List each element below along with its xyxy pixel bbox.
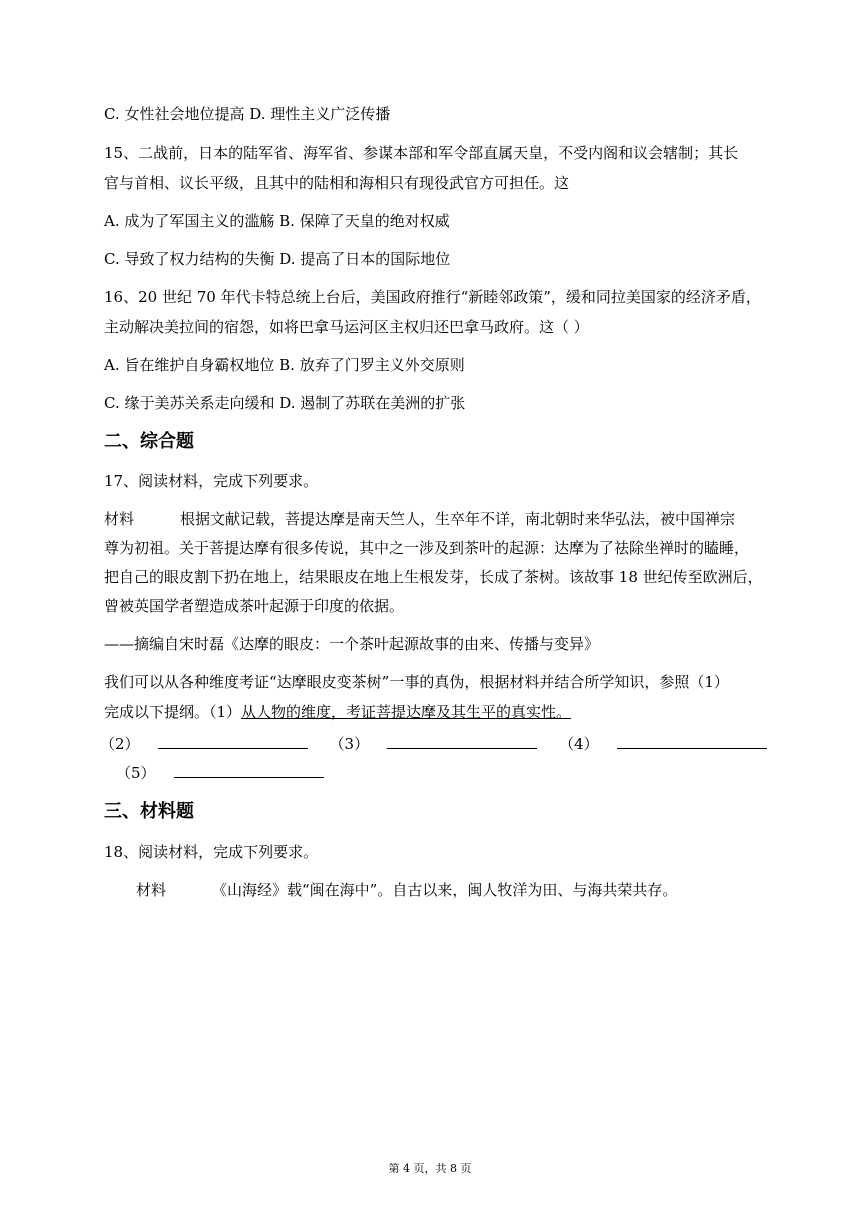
q17-material-text1: 根据文献记载，菩提达摩是南天竺人，生卒年不详，南北朝时来华弘法，被中国禅宗 [180,510,736,528]
q17-task-text2: 完成以下提纲。（1） [104,703,242,721]
q18-stem: 18、阅读材料，完成下列要求。 [104,843,319,861]
q17-material-line1 [104,509,735,529]
q16-stem-line2: 主动解决美拉间的宿怨，如将巴拿马运河区主权归还巴拿马政府。这（ ） [104,318,589,336]
q17-blank-2-label: （2） [100,735,140,753]
q17-task-line2 [104,702,571,722]
q17-blank-row2 [116,763,324,783]
q15-stem-line2: 官与首相、议长平级，且其中的陆相和海相只有现役武官方可担任。这 [104,174,570,192]
q17-material-line4: 曾被英国学者塑造成茶叶起源于印度的依据。 [104,597,405,615]
q16-options-cd: C. 缘于美苏关系走向缓和 D. 遏制了苏联在美洲的扩张 [104,394,466,412]
q17-blanks-row [100,734,767,754]
q16-stem-line1: 16、20 世纪 70 年代卡特总统上台后，美国政府推行“新睦邻政策”，缓和同拉美国家的经济矛盾， [104,288,761,306]
q15-options-cd: C. 导致了权力结构的失衡 D. 提高了日本的国际地位 [104,250,451,268]
q18-material-label: 材料 [136,881,167,899]
q18-material-text: 《山海经》载“闽在海中”。自古以来，闽人牧洋为田、与海共荣共存。 [212,881,678,899]
q17-example-answer: 从人物的维度，考证菩提达摩及其生平的真实性。 [241,703,572,721]
q17-blank-3-label: （3） [329,735,370,753]
q17-source: ——摘编自宋时磊《达摩的眼皮：一个茶叶起源故事的由来、传播与变异》 [104,635,600,653]
section-3-heading: 三、材料题 [104,801,194,822]
q17-stem: 17、阅读材料，完成下列要求。 [104,472,319,490]
q16-options-ab: A. 旨在维护自身霸权地位 B. 放弃了门罗主义外交原则 [104,356,465,374]
q17-blank-3[interactable] [387,734,537,749]
q17-blank-4[interactable] [617,734,767,749]
q17-material-line3: 把自己的眼皮割下扔在地上，结果眼皮在地上生根发芽，长成了茶树。该故事 18 世纪传至欧洲后， [104,568,763,586]
q17-task-line1: 我们可以从各种维度考证“达摩眼皮变茶树”一事的真伪，根据材料并结合所学知识，参照（1） [104,673,729,691]
q17-blank-4-label: （4） [559,735,599,753]
page-footer: 第 4 页，共 8 页 [388,1162,472,1175]
q17-material-label: 材料 [104,510,135,528]
q14-options-cd: C. 女性社会地位提高 D. 理性主义广泛传播 [104,105,391,123]
q17-blank-5-label: （5） [116,764,156,782]
q17-blank-2[interactable] [158,734,308,749]
section-2-heading: 二、综合题 [104,431,194,452]
q17-blank-5[interactable] [174,763,324,778]
q15-stem-line1: 15、二战前，日本的陆军省、海军省、参谋本部和军令部直属天皇，不受内阁和议会辖制；其长 [104,144,739,162]
q17-material-line2: 尊为初祖。关于菩提达摩有很多传说，其中之一涉及到茶叶的起源：达摩为了祛除坐禅时的瞌睡， [104,539,750,557]
q15-options-ab: A. 成为了军国主义的滥觞 B. 保障了天皇的绝对权威 [104,212,450,230]
q18-material-line [136,880,677,900]
